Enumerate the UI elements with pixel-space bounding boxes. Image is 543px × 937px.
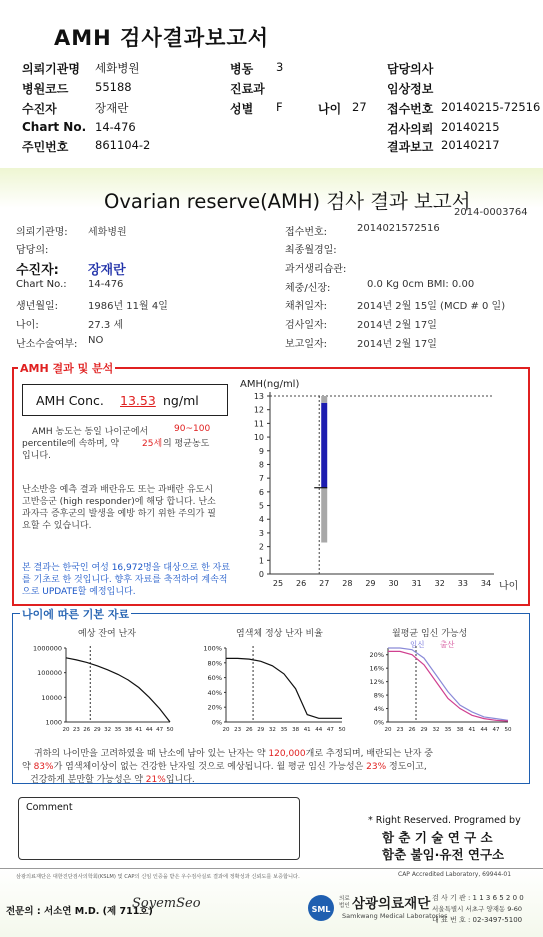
value-patient: 장재란	[95, 101, 129, 115]
mini-x-tick-label: 50	[166, 727, 174, 733]
mini-x-tick-label: 35	[280, 727, 288, 733]
footer-divider	[0, 868, 543, 869]
amh-percentile: 90~100	[174, 424, 211, 434]
legend-birth: 출산	[440, 640, 455, 649]
mini-y-tick-label: 40%	[207, 688, 222, 697]
certification-note: 삼광의료재단은 대한진단검사의학회(KSLM) 및 CAP의 신임 인증을 받은 우수검사실로 결과에 정확성과 신뢰도를 보증합니다.	[16, 874, 300, 880]
y-tick-label: 4	[258, 515, 264, 525]
mini-x-tick-label: 50	[338, 727, 346, 733]
info-label: 최종월경일:	[285, 245, 337, 256]
info-value: 2014년 2월 15일 (MCD # 0 일)	[357, 301, 506, 312]
age-section-title: 나이에 따른 기본 자료	[22, 608, 130, 621]
doctor-signature: SoyemSeo	[132, 896, 201, 911]
value-resident-no: 861104-2	[95, 138, 151, 152]
y-tick-label: 2	[258, 542, 264, 552]
svg-text:SML: SML	[311, 905, 331, 914]
mini-x-tick-label: 47	[326, 727, 334, 733]
info-label: 난소수술여부:	[16, 339, 78, 350]
value-institution: 세화병원	[95, 61, 140, 75]
mini-y-tick-label: 0%	[211, 718, 222, 727]
mini-y-tick-label: 60%	[207, 674, 222, 683]
mini-y-tick-label: 4%	[373, 705, 384, 714]
normal-chromosome-chart	[190, 624, 350, 740]
mini-x-tick-label: 29	[420, 727, 428, 733]
y-tick-label: 10	[253, 433, 264, 443]
mini-y-tick-label: 8%	[373, 691, 384, 700]
y-tick-label: 0	[258, 570, 264, 579]
mini-y-tick-label: 10000	[41, 693, 62, 702]
x-tick-label: 34	[480, 579, 492, 588]
age-summary-3: 건강하게 분만할 가능성은 약 21%입니다.	[30, 775, 195, 785]
info-label: 채취일자:	[285, 301, 328, 312]
mini-x-tick-label: 44	[480, 727, 488, 733]
y-tick-label: 5	[258, 501, 264, 511]
label-hospital-code: 병원코드	[22, 82, 69, 96]
y-tick-label: 7	[258, 474, 264, 484]
mini-x-tick-label: 32	[268, 727, 276, 733]
value-ward: 3	[276, 60, 284, 74]
amh-data-note: 본 결과는 한국인 여성 16,972명을 대상으로 한 자료를 기초로 한 것입니다. 향후 자료를 축적하여 계속적으로 UPDATE할 예정입니다.	[22, 563, 231, 597]
mini-x-tick-label: 41	[468, 727, 476, 733]
y-tick-label: 12	[253, 405, 264, 415]
info-label: 체중/신장:	[285, 283, 331, 294]
mini-x-tick-label: 47	[492, 727, 500, 733]
mini-y-tick-label: 20%	[207, 703, 222, 712]
document-number: 2014-0003764	[454, 207, 528, 218]
info-label: Chart No.:	[16, 279, 67, 290]
foundation-name: 삼광의료재단	[352, 896, 431, 912]
mini-x-tick-label: 50	[504, 727, 512, 733]
mini-x-tick-label: 41	[135, 727, 143, 733]
foundation-name-en: Samkwang Medical Laboratories	[342, 912, 448, 920]
label-department: 진료과	[230, 82, 265, 96]
y-tick-label: 8	[258, 460, 264, 470]
mini-x-tick-label: 35	[444, 727, 452, 733]
value-age: 27	[352, 100, 367, 114]
label-clinical-info: 임상정보	[387, 82, 434, 96]
mini-x-tick-label: 29	[93, 727, 101, 733]
mini-x-tick-label: 32	[104, 727, 112, 733]
amh-conc-value: 13.53	[120, 393, 156, 408]
mini-y-tick-label: 1000000	[33, 644, 62, 653]
age-summary-1: 귀하의 나이만을 고려하였을 때 난소에 남아 있는 난자는 약 120,000개로 추정되며, 배란되는 난자 중	[34, 749, 433, 759]
info-label: 담당의:	[16, 245, 49, 256]
mini-x-tick-label: 44	[315, 727, 323, 733]
pregnancy-chance-title: 월평균 임신 가능성	[392, 629, 468, 639]
detail-title: Ovarian reserve(AMH) 검사 결과 보고서	[104, 190, 471, 213]
y-tick-label: 6	[258, 487, 264, 497]
info-label: 나이:	[16, 320, 39, 331]
report-title: AMH 검사결과보고서	[54, 26, 270, 50]
mini-y-tick-label: 0%	[373, 718, 384, 727]
y-tick-label: 1	[258, 556, 264, 566]
label-resident-no: 주민번호	[22, 140, 69, 154]
x-tick-label: 25	[272, 579, 284, 588]
legend-pregnancy: 임신	[410, 640, 425, 649]
x-tick-label: 30	[388, 579, 399, 588]
amh-chart-ylabel: AMH(ng/ml)	[240, 379, 300, 390]
contact-address: 서울특별시 서초구 양재동 9-60	[432, 905, 523, 913]
mini-x-tick-label: 32	[432, 727, 440, 733]
contact-lab-id: 검 사 기 관 : 1 1 3 6 5 2 0 0	[432, 894, 524, 902]
remaining-eggs-chart	[18, 624, 178, 740]
value-request-date: 20140215	[441, 120, 500, 134]
label-age: 나이	[318, 102, 342, 116]
mini-series-line	[388, 651, 508, 721]
mini-y-tick-label: 20%	[369, 651, 384, 660]
info-label: 접수번호:	[285, 227, 328, 238]
mini-x-tick-label: 26	[245, 727, 253, 733]
amh-text-1a: AMH 농도는 동일 나이군에서	[32, 427, 149, 437]
mini-x-tick-label: 20	[222, 727, 230, 733]
info-value: 0.0 Kg 0cm BMI: 0.00	[367, 279, 475, 290]
mini-x-tick-label: 38	[456, 727, 464, 733]
mini-x-tick-label: 26	[83, 727, 91, 733]
mini-x-tick-label: 38	[124, 727, 132, 733]
label-request-date: 검사의뢰	[387, 122, 434, 136]
amh-text-1e: 의 평균농도	[163, 439, 210, 449]
mini-x-tick-label: 23	[234, 727, 242, 733]
label-ward: 병동	[230, 62, 254, 76]
amh-conc-unit: ng/ml	[163, 393, 199, 408]
pregnancy-chance-chart	[352, 624, 517, 740]
x-tick-label: 26	[296, 579, 307, 588]
x-tick-label: 27	[319, 579, 330, 588]
x-tick-label: 28	[342, 579, 353, 588]
y-tick-label: 11	[253, 419, 264, 429]
value-sex: F	[276, 100, 283, 114]
info-value: 27.3 세	[88, 320, 124, 331]
mini-x-tick-label: 20	[384, 727, 392, 733]
amh-conc-label: AMH Conc.	[36, 393, 104, 408]
mini-x-tick-label: 23	[72, 727, 80, 733]
mini-y-tick-label: 80%	[207, 659, 222, 668]
contact-phone: 대 표 번 호 : 02-3497-5100	[432, 916, 523, 924]
info-value-patient: 장재란	[88, 263, 126, 278]
info-value: 2014년 2월 17일	[357, 320, 437, 331]
mini-y-tick-label: 1000	[45, 718, 62, 727]
label-chart-no: Chart No.	[22, 120, 87, 134]
amh-section-title: AMH 결과 및 분석	[20, 362, 114, 375]
y-tick-label: 3	[258, 528, 264, 538]
doctor-name: 전문의 : 서소연 M.D. (제 711호)	[6, 906, 153, 917]
info-value: 세화병원	[88, 227, 127, 238]
range-bar-top	[321, 396, 327, 403]
label-doctor: 담당의사	[387, 62, 434, 76]
age-summary-2: 약 83%가 염색체이상이 없는 건강한 난자일 것으로 예상됩니다. 월 평균 임신 가능성은 23% 정도이고,	[22, 762, 427, 772]
mini-x-tick-label: 41	[303, 727, 311, 733]
info-value: 2014021572516	[357, 223, 440, 234]
sml-logo-icon	[306, 893, 336, 923]
info-value: 2014년 2월 17일	[357, 339, 437, 350]
x-tick-label: 33	[457, 579, 468, 588]
value-receipt-no: 20140215-72516	[441, 100, 541, 114]
info-label: 의뢰기관명:	[16, 227, 68, 238]
normal-chromosome-title: 염색체 정상 난자 비율	[236, 629, 323, 639]
mini-series-line	[66, 658, 170, 722]
amh-equivalent-age: 25세	[142, 439, 163, 449]
label-institution: 의뢰기관명	[22, 62, 80, 76]
amh-response-text: 난소반응 예측 결과 배란유도 또는 과배란 유도시 고반응군 (high responder)에 해당 합니다. 난소과자극 증후군의 발생을 예방 하기 위한 주의가 필요할 수 있습니다.	[22, 485, 216, 531]
amh-age-chart	[232, 374, 528, 596]
x-tick-label: 31	[411, 579, 422, 588]
remaining-eggs-title: 예상 잔여 난자	[78, 629, 136, 639]
y-tick-label: 9	[258, 446, 264, 456]
label-patient: 수진자	[22, 102, 57, 116]
value-chart-no: 14-476	[95, 120, 136, 134]
mini-y-tick-label: 12%	[369, 678, 384, 687]
mini-series-line	[388, 648, 508, 720]
mini-y-tick-label: 16%	[369, 664, 384, 673]
mini-x-tick-label: 20	[62, 727, 70, 733]
label-receipt-no: 접수번호	[387, 102, 434, 116]
rights-text: * Right Reserved. Programed by	[368, 815, 521, 826]
amh-text-1c: percentile에 속하며, 약	[22, 439, 120, 449]
amh-chart-xlabel: 나이	[499, 581, 519, 592]
mini-series-line	[226, 658, 342, 718]
info-label: 보고일자:	[285, 339, 328, 350]
x-tick-label: 32	[434, 579, 445, 588]
mini-x-tick-label: 29	[257, 727, 265, 733]
comment-label: Comment	[26, 802, 73, 813]
info-value: 14-476	[88, 279, 124, 290]
lab-name-2: 함춘 불임·유전 연구소	[382, 847, 505, 862]
range-bar-blue	[321, 403, 327, 488]
range-bar-gray	[321, 488, 327, 543]
info-label: 생년월일:	[16, 301, 59, 312]
mini-y-tick-label: 100%	[203, 644, 222, 653]
mini-x-tick-label: 26	[408, 727, 416, 733]
info-label-patient: 수진자:	[16, 263, 59, 278]
mini-x-tick-label: 47	[156, 727, 164, 733]
cap-note: CAP Accredited Laboratory, 69944-01	[398, 871, 512, 878]
label-sex: 성별	[230, 102, 254, 116]
lab-name-1: 함 춘 기 술 연 구 소	[382, 830, 493, 845]
x-tick-label: 29	[365, 579, 376, 588]
mini-x-tick-label: 35	[114, 727, 122, 733]
mini-x-tick-label: 44	[145, 727, 153, 733]
mini-x-tick-label: 23	[396, 727, 404, 733]
amh-text-1f: 입니다.	[22, 451, 51, 461]
mini-x-tick-label: 38	[292, 727, 300, 733]
info-label: 과거생리습관:	[285, 264, 347, 275]
value-report-date: 20140217	[441, 138, 500, 152]
info-value: 1986년 11월 4일	[88, 301, 168, 312]
foundation-tag: 의료법인	[339, 896, 350, 909]
mini-y-tick-label: 100000	[37, 669, 62, 678]
value-hospital-code: 55188	[95, 80, 132, 94]
y-tick-label: 13	[253, 392, 264, 401]
info-label: 검사일자:	[285, 320, 328, 331]
label-report-date: 결과보고	[387, 140, 434, 154]
info-value: NO	[88, 335, 104, 346]
